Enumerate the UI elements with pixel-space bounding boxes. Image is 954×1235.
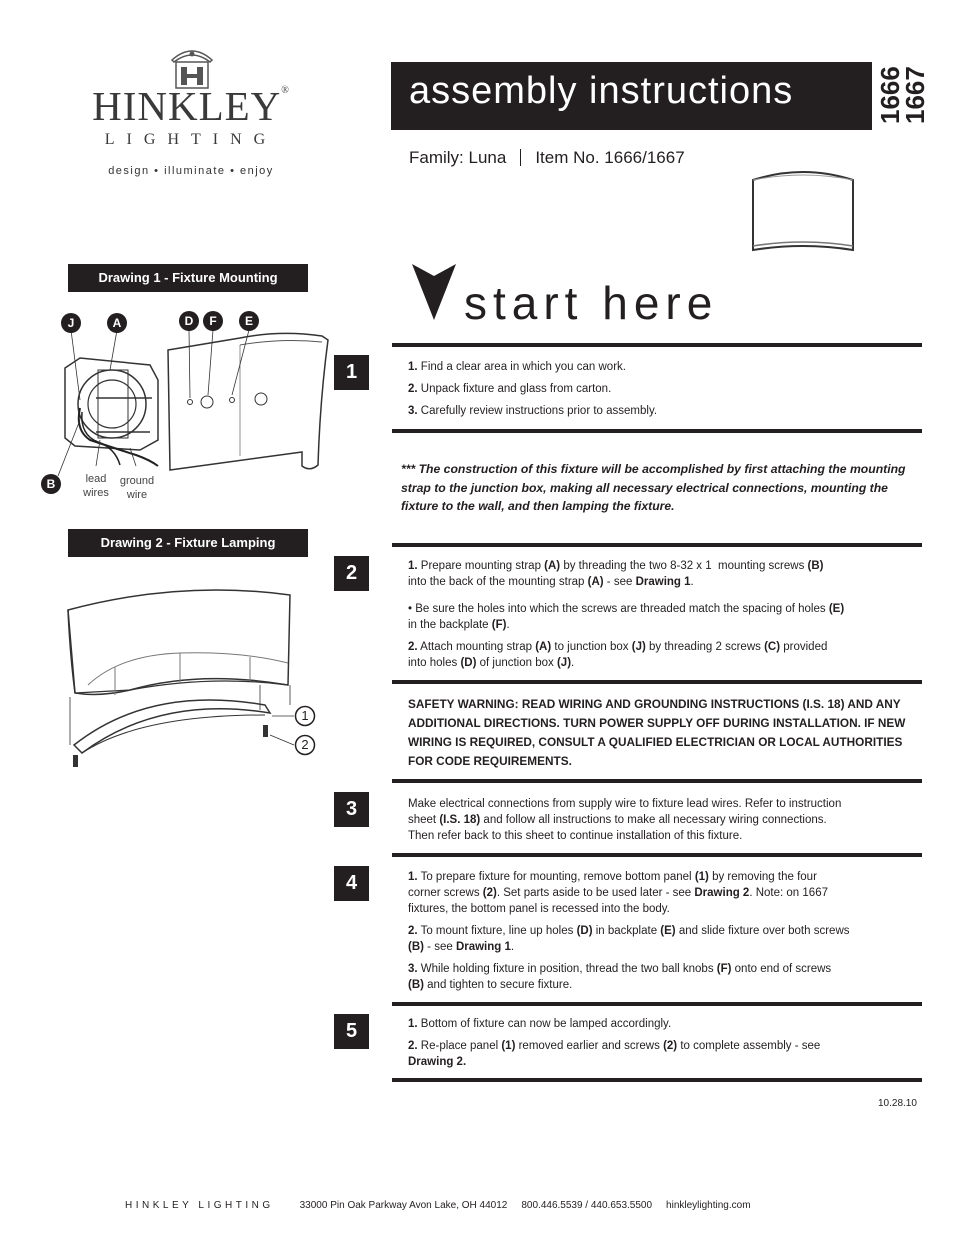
callout-d: D xyxy=(179,311,199,331)
footer-website[interactable]: hinkleylighting.com xyxy=(666,1200,751,1211)
revision-date: 10.28.10 xyxy=(878,1098,917,1109)
item-number: Item No. 1666/1667 xyxy=(535,148,685,167)
step4-text: 1. To prepare fixture for mounting, remove bottom panel (1) by removing the four corner screws (2). Set parts aside to be used later - see Drawing 2. Note: on 1667 fixtures, the bottom panel is recessed into the body. 2. To mount fixture, line up holes (D) in backplate (E) and slide fixture over both screws (B) - see Drawing 1. 3. While holding fixture in position, thread the two ball knobs (F) onto end of screws (B) and tighten to secure fixture. xyxy=(408,871,850,991)
lead-wires-label: lead wires xyxy=(83,473,109,499)
family-line xyxy=(409,148,685,168)
step1-number: 1 xyxy=(334,355,369,390)
rule-step5-bottom xyxy=(392,1078,922,1082)
family-name: Family: Luna xyxy=(409,148,507,167)
rule-step4-top xyxy=(392,853,922,857)
step2-text: 1. Prepare mounting strap (A) by threading the two 8-32 x 1 mounting screws (B) into the back of the mounting strap (A) - see Drawing 1. • Be sure the holes into which the screws are threaded match the spacing of holes (E) in the backplate (F). 2. Attach mounting strap (A) to junction box (J) by threading 2 screws (C) provided into holes (D) of junction box (J). xyxy=(408,560,845,669)
item-number-1667: 1667 xyxy=(900,66,930,124)
start-here-heading: start here xyxy=(464,277,719,329)
logo-tagline: design • illuminate • enjoy xyxy=(108,165,274,177)
start-arrow-icon xyxy=(410,262,458,322)
safety-warning: SAFETY WARNING: READ WIRING AND GROUNDING INSTRUCTIONS (I.S. 18) AND ANY ADDITIONAL DIRECTIONS. TURN POWER SUPPLY OFF DURING INSTALLATION. IF NEW WIRING IS REQUIRED, CONSULT A QUALIFIED ELECTRICIAN OR LOCAL AUTHORITIES FOR CODE REQUIREMENTS. xyxy=(408,697,906,768)
drawing1-label: Drawing 1 - Fixture Mounting xyxy=(68,264,308,292)
footer-address: 33000 Pin Oak Parkway Avon Lake, OH 44012 xyxy=(299,1200,508,1211)
rule-step1-top xyxy=(392,343,922,347)
item-number-stack xyxy=(874,62,932,130)
footer-phone: 800.446.5539 / 440.653.5500 xyxy=(521,1200,653,1211)
construction-note: *** The construction of this fixture will be accomplished by first attaching the mounting strap to the junction box, making all necessary electrical connections, mounting the fixture to the wall, and then lamping the fixture. xyxy=(401,462,906,513)
logo-subtitle: LIGHTING xyxy=(104,131,278,148)
step5-text: 1. Bottom of fixture can now be lamped accordingly. 2. Re-place panel (1) removed earlier and screws (2) to complete assembly - see Drawing 2. xyxy=(408,1018,821,1068)
product-image xyxy=(738,162,868,262)
rule-step5-top xyxy=(392,1002,922,1006)
callout-2: 2 xyxy=(301,737,309,752)
logo-wordmark: HINKLEY® xyxy=(92,83,290,129)
drawing2-label: Drawing 2 - Fixture Lamping xyxy=(68,529,308,557)
callout-a: A xyxy=(107,313,127,333)
drawing2-fixture-lamping xyxy=(60,585,320,775)
rule-warning-top xyxy=(392,680,922,684)
callout-1: 1 xyxy=(301,708,309,723)
step3-number: 3 xyxy=(334,792,369,827)
footer-brand: HINKLEY LIGHTING xyxy=(125,1200,274,1211)
ground-wire-label: ground wire xyxy=(119,475,155,501)
footer xyxy=(125,1200,751,1211)
step2-number: 2 xyxy=(334,556,369,591)
step1-text: 1. Find a clear area in which you can work. 2. Unpack fixture and glass from carton. 3. Carefully review instructions prior to assembly. xyxy=(408,361,658,417)
page-title: assembly instructions xyxy=(409,70,794,112)
step4-number: 4 xyxy=(334,866,369,901)
rule-step2-top xyxy=(392,543,922,547)
callout-e: E xyxy=(239,311,259,331)
rule-step1-bottom xyxy=(392,429,922,433)
rule-warning-bottom xyxy=(392,779,922,783)
callout-b: B xyxy=(41,474,61,494)
callout-j: J xyxy=(61,313,81,333)
step3-text: Make electrical connections from supply wire to fixture lead wires. Refer to instruction sheet (I.S. 18) and follow all instructions to make all necessary wiring connections. Then refer back to this sheet to continue installation of this fixture. xyxy=(408,798,842,842)
callout-f: F xyxy=(203,311,223,331)
step5-number: 5 xyxy=(334,1014,369,1049)
item-number-1666: 1666 xyxy=(875,66,905,124)
